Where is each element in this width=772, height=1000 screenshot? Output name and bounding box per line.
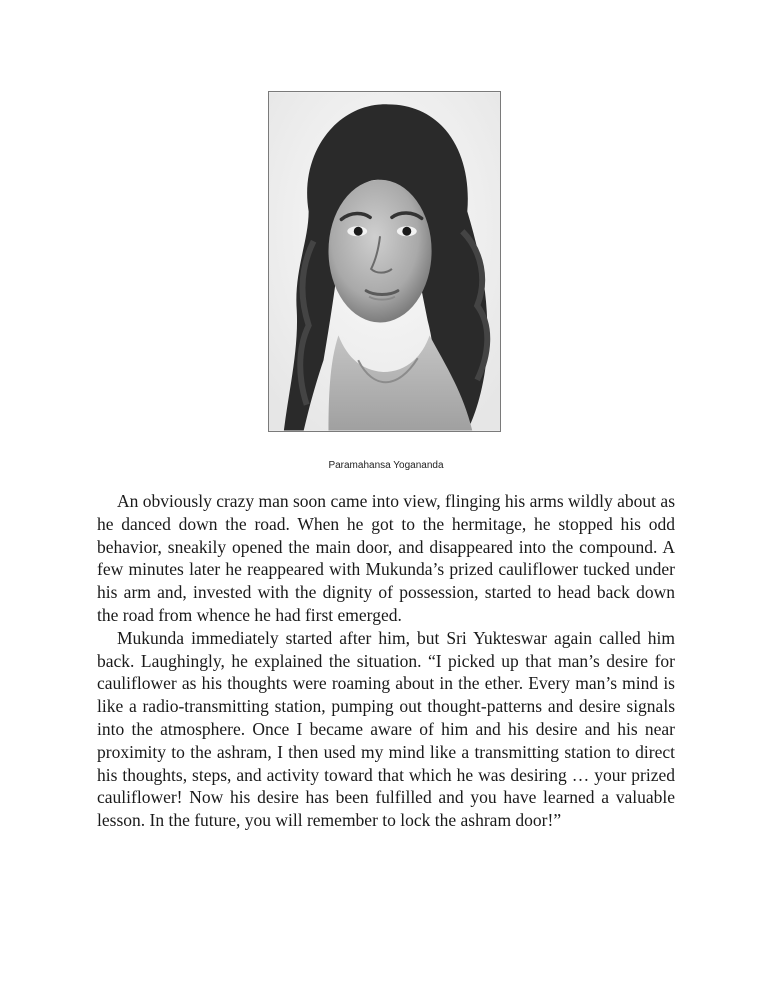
portrait-image	[269, 92, 500, 431]
photo-caption: Paramahansa Yogananda	[328, 460, 444, 471]
body-text	[97, 490, 675, 832]
paragraph-2: Mukunda immediately started after him, but Sri Yukteswar again called him back. Laughingly, he explained the situation. “I picked up that man’s desire for cauliflower as his thoughts were roaming about in the ether. Every man’s mind is like a radio-transmitting station, pumping out thought-patterns and desire signals into the atmosphere. Once I became aware of him and his desire and his near proximity to the ashram, I then used my mind like a transmitting station to direct his thoughts, steps, and activity toward that which he was desiring … your prized cauliflower! Now his desire has been fulfilled and you have learned a valuable lesson. In the future, you will remember to lock the ashram door!”	[97, 627, 675, 831]
portrait-photo	[268, 91, 501, 432]
paragraph-1: An obviously crazy man soon came into view, flinging his arms wildly about as he danced down the road. When he got to the hermitage, he stopped his odd behavior, sneakily opened the main door, and disappeared into the compound. A few minutes later he reappeared with Mukunda’s prized cauliflower tucked under his arm and, invested with the dignity of possession, started to head back down the road from whence he had first emerged.	[97, 491, 675, 625]
